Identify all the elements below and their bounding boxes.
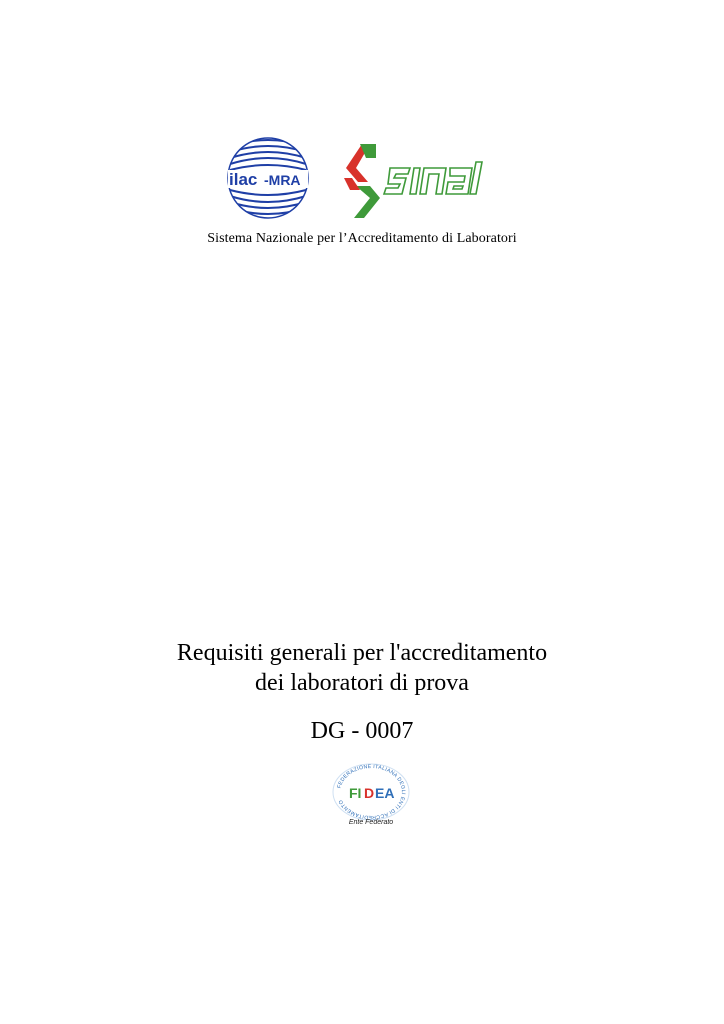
svg-text:EA: EA <box>375 785 395 801</box>
sinal-logo-icon <box>340 138 512 220</box>
fidea-caption: Ente Federato <box>348 819 394 826</box>
svg-text:-MRA: -MRA <box>264 172 301 188</box>
document-title-line-2: dei laboratori di prova <box>255 670 469 696</box>
svg-text:D: D <box>364 785 375 801</box>
svg-text:FI: FI <box>349 785 362 801</box>
document-code: DG - 0007 <box>310 718 414 744</box>
organization-caption: Sistema Nazionale per l’Accreditamento di Laboratori <box>207 231 517 246</box>
ilac-logo-text: ilac <box>229 170 258 189</box>
document-title-line-1: Requisiti generali per l'accreditamento <box>176 640 548 666</box>
fidea-ring-text: FEDERAZIONE ITALIANA DEGLI ENTI DI ACCREDITAMENTO <box>336 763 407 821</box>
document-title <box>0 638 724 698</box>
ilac-mra-logo-icon <box>226 136 310 220</box>
fidea-logo-icon <box>328 762 414 828</box>
